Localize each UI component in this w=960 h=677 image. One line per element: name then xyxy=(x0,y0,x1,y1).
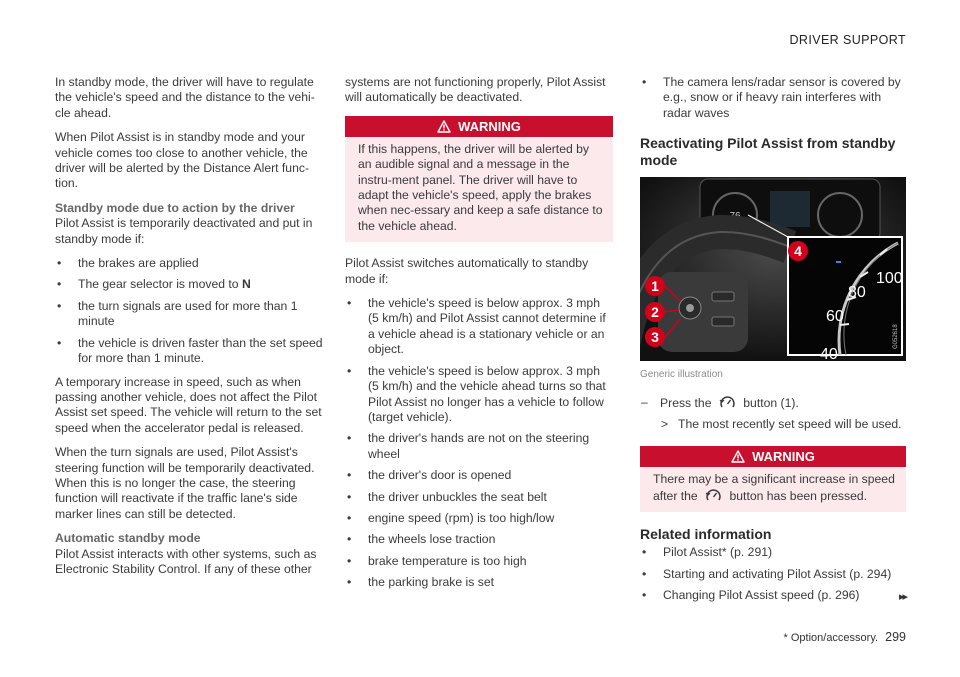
speed-label: 40 xyxy=(820,346,838,362)
footnote: * Option/accessory. xyxy=(783,632,879,644)
speedometer-resume-icon xyxy=(719,395,736,410)
warning-text xyxy=(640,467,906,512)
paragraph: In standby mode, the driver will have to regulate the vehicle's speed and the distance to the vehi-cle ahead. xyxy=(55,75,315,120)
warning-triangle-icon xyxy=(437,120,451,133)
speed-label: 60 xyxy=(826,308,844,326)
warning-box xyxy=(640,446,906,512)
step-result xyxy=(640,417,906,432)
related-link[interactable]: • Starting and activating Pilot Assist (p. 294) xyxy=(640,567,906,582)
speedometer-resume-icon xyxy=(705,488,722,503)
list-item: • engine speed (rpm) is too high/low xyxy=(345,511,613,526)
column-3 xyxy=(640,75,906,611)
list-item: • the parking brake is set xyxy=(345,575,613,590)
list-item: • the vehicle's speed is below approx. 3 mph (5 km/h) and Pilot Assist cannot determine if a vehicle ahead is a stationary vehicle or an object. xyxy=(345,296,613,358)
warning-box xyxy=(345,116,613,242)
cluster-speed: 76 xyxy=(729,211,741,223)
dashboard-drawing xyxy=(640,177,906,361)
figure-caption: Generic illustration xyxy=(640,369,723,381)
list-item: • the vehicle's speed is below approx. 3 mph (5 km/h) and the vehicle ahead turns so that Pilot Assist no longer has a vehicle to follow (target vehicle). xyxy=(345,364,613,426)
related-link[interactable]: • Pilot Assist* (p. 291) xyxy=(640,545,906,560)
next-page-marker: ▸▸ xyxy=(898,591,906,603)
subheading-automatic-standby: Automatic standby mode xyxy=(55,531,201,546)
result-text: The most recently set speed will be used. xyxy=(678,417,902,432)
column-1 xyxy=(55,75,323,586)
warning-text-post: button has been pressed. xyxy=(729,488,868,503)
warning-title: WARNING xyxy=(752,449,815,465)
list-item: • the driver's door is opened xyxy=(345,468,613,483)
list-item: • the vehicle is driven faster than the set speed for more than 1 minute. xyxy=(55,336,323,367)
list-item: • The camera lens/radar sensor is covered by e.g., snow or if heavy rain interferes with radar waves xyxy=(640,75,906,121)
list-item: • the wheels lose traction xyxy=(345,532,613,547)
paragraph: When the turn signals are used, Pilot Assist's steering function will be temporarily deactivated. When this is no longer the case, the steering function will reactivate if the traffic lane's side marker lines can still be detected. xyxy=(55,445,315,521)
step-text-pre: Press the xyxy=(660,395,712,410)
list-item: • brake temperature is too high xyxy=(345,554,613,569)
instruction-step xyxy=(640,395,906,411)
warning-triangle-icon xyxy=(731,450,745,463)
list-item: • the driver's hands are not on the steering wheel xyxy=(345,431,613,462)
warning-text: If this happens, the driver will be alerted by an audible signal and a message in the instru-ment panel. The driver will have to adapt the vehicle's speed, apply the brakes when nec-essary and keep a safe distance to the vehicle ahead. xyxy=(358,141,603,233)
page-number: 299 xyxy=(885,630,906,644)
page-footer xyxy=(784,630,906,644)
warning-header xyxy=(640,446,906,467)
page-header: DRIVER SUPPORT xyxy=(789,33,906,47)
dashboard-illustration xyxy=(640,177,906,361)
paragraph: When Pilot Assist is in standby mode and your vehicle comes too close to another vehicle, the driver will be alerted by the Distance Alert func-tion. xyxy=(55,130,310,191)
speed-label: 100 xyxy=(876,270,903,288)
paragraph: Pilot Assist interacts with other systems, such as Electronic Stability Control. If any of these other xyxy=(55,546,317,576)
marker-label: 4 xyxy=(794,243,802,260)
list-item-text: The gear selector is moved to xyxy=(78,277,242,292)
paragraph: A temporary increase in speed, such as when passing another vehicle, does not affect the Pilot Assist set speed. The vehicle will return to the set speed when the accelerator pedal is released. xyxy=(55,374,322,435)
list-item: • the driver unbuckles the seat belt xyxy=(345,490,613,505)
bullet-list xyxy=(55,256,323,366)
warning-text-pre: There may be a significant increase in speed after the xyxy=(653,472,895,503)
list-item: • the turn signals are used for more than 1 minute xyxy=(55,299,323,330)
paragraph: Pilot Assist is temporarily deactivated and put in standby mode if: xyxy=(55,216,313,246)
related-list xyxy=(640,545,906,603)
speed-label: 80 xyxy=(848,284,866,302)
list-item xyxy=(55,277,323,292)
result-marker: > xyxy=(661,417,669,432)
section-heading-reactivating: Reactivating Pilot Assist from standby mode xyxy=(640,135,896,169)
related-heading: Related information xyxy=(640,526,772,543)
marker-label: 3 xyxy=(651,329,659,346)
paragraph: Pilot Assist switches automatically to standby mode if: xyxy=(345,256,589,286)
bullet-list xyxy=(640,75,906,121)
gear-letter: N xyxy=(241,277,251,292)
column-2 xyxy=(345,75,613,599)
list-item: • the brakes are applied xyxy=(55,256,323,271)
step-text-post: button (1). xyxy=(743,395,799,410)
figure-code: G052618 xyxy=(893,324,899,350)
bullet-list xyxy=(345,296,613,591)
marker-label: 2 xyxy=(651,304,659,321)
marker-label: 1 xyxy=(651,278,659,295)
subheading-driver-action: Standby mode due to action by the driver xyxy=(55,200,295,215)
warning-title: WARNING xyxy=(458,118,521,134)
step-dash: – xyxy=(641,394,648,409)
paragraph: systems are not functioning properly, Pilot Assist will automatically be deactivated. xyxy=(345,75,606,105)
related-link[interactable]: • Changing Pilot Assist speed (p. 296) xyxy=(640,588,906,603)
warning-header xyxy=(345,116,613,137)
